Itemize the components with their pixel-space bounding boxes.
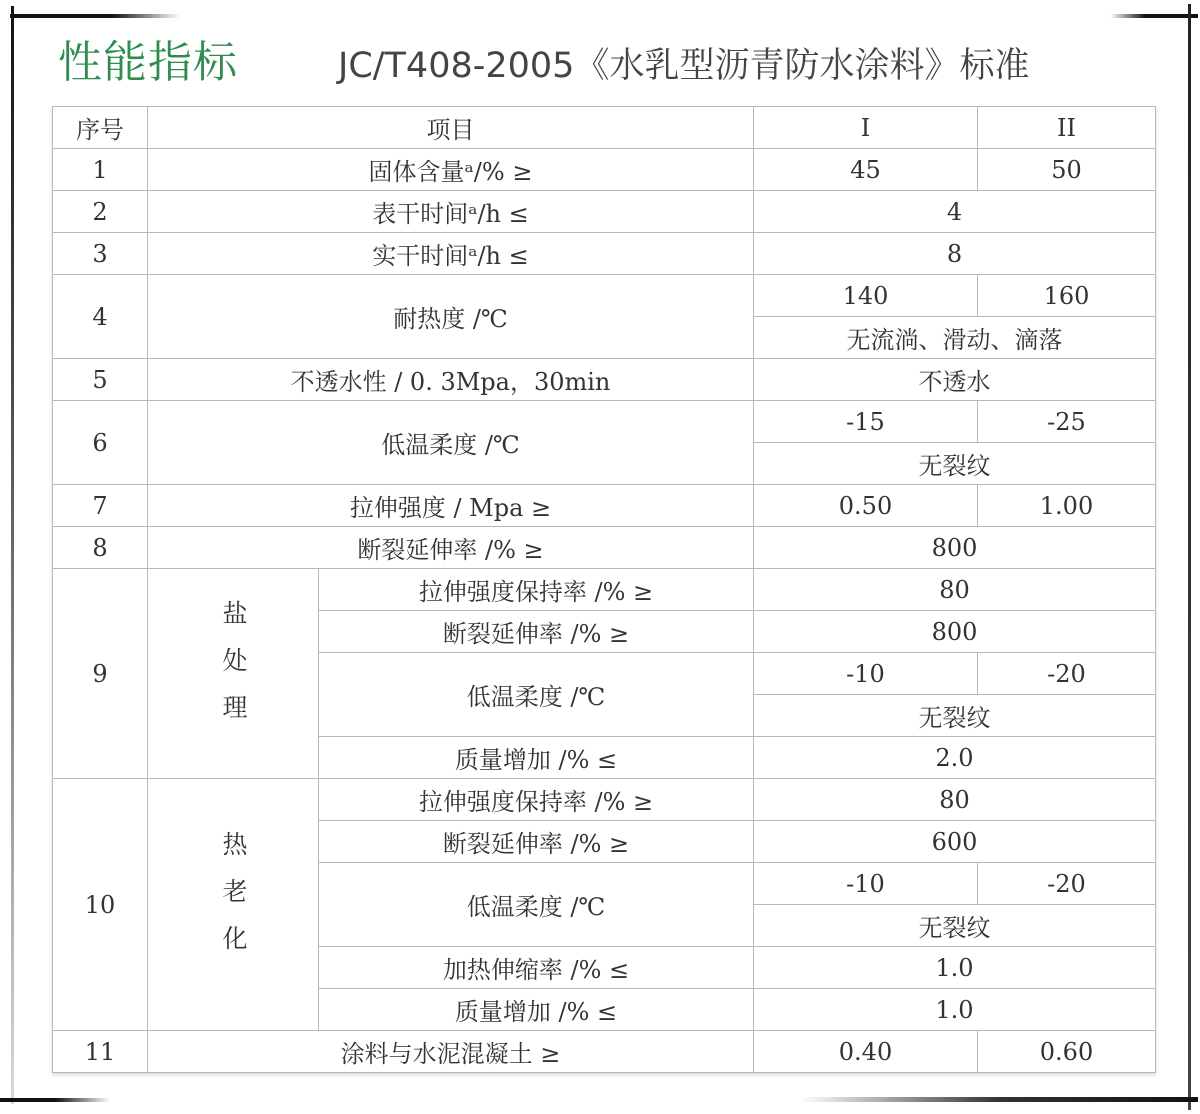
value: 4 <box>754 191 1156 233</box>
table-row <box>53 1031 1156 1073</box>
row-item: 加热伸缩率 /% ≤ <box>319 947 754 989</box>
group-label <box>148 569 319 779</box>
row-item: 低温柔度 /℃ <box>319 653 754 737</box>
value-note: 无流淌、滑动、滴落 <box>754 317 1156 359</box>
group-label-text: 热老化 <box>219 831 248 972</box>
row-no: 9 <box>53 569 148 779</box>
value-grade1: -10 <box>754 863 978 905</box>
row-item: 断裂延伸率 /% ≥ <box>148 527 754 569</box>
group-label-text: 盐处理 <box>219 600 248 741</box>
table-row <box>53 779 1156 821</box>
table-row <box>53 233 1156 275</box>
row-no: 10 <box>53 779 148 1031</box>
value: 不透水 <box>754 359 1156 401</box>
value-grade2: -20 <box>978 863 1156 905</box>
value-grade1: 0.40 <box>754 1031 978 1073</box>
row-item: 实干时间ᵃ/h ≤ <box>148 233 754 275</box>
value-grade1: -15 <box>754 401 978 443</box>
row-item: 涂料与水泥混凝土 ≥ <box>148 1031 754 1073</box>
header-item: 项目 <box>148 107 754 149</box>
row-no: 7 <box>53 485 148 527</box>
table-row <box>53 401 1156 443</box>
row-item: 拉伸强度 / Mpa ≥ <box>148 485 754 527</box>
standard-title: JC/T408-2005《水乳型沥青防水涂料》标准 <box>338 46 1030 86</box>
value-note: 无裂纹 <box>754 443 1156 485</box>
value-note: 无裂纹 <box>754 695 1156 737</box>
row-no: 4 <box>53 275 148 359</box>
row-item: 表干时间ᵃ/h ≤ <box>148 191 754 233</box>
table-row <box>53 149 1156 191</box>
table-row <box>53 569 1156 611</box>
value: 8 <box>754 233 1156 275</box>
row-item: 拉伸强度保持率 /% ≥ <box>319 779 754 821</box>
value: 1.0 <box>754 947 1156 989</box>
row-no: 11 <box>53 1031 148 1073</box>
value-grade1: -10 <box>754 653 978 695</box>
row-no: 5 <box>53 359 148 401</box>
row-no: 8 <box>53 527 148 569</box>
group-label <box>148 779 319 1031</box>
table-header <box>53 107 1156 149</box>
value-grade2: -20 <box>978 653 1156 695</box>
value: 600 <box>754 821 1156 863</box>
value-grade2: 160 <box>978 275 1156 317</box>
row-no: 6 <box>53 401 148 485</box>
row-item: 拉伸强度保持率 /% ≥ <box>319 569 754 611</box>
value-grade2: 50 <box>978 149 1156 191</box>
row-item: 固体含量ᵃ/% ≥ <box>148 149 754 191</box>
frame-line <box>0 1098 110 1102</box>
value: 80 <box>754 779 1156 821</box>
header-grade1: I <box>754 107 978 149</box>
frame-line <box>1110 14 1198 18</box>
table-row <box>53 275 1156 317</box>
row-item: 低温柔度 /℃ <box>148 401 754 485</box>
row-item: 质量增加 /% ≤ <box>319 989 754 1031</box>
value-grade2: -25 <box>978 401 1156 443</box>
header-no: 序号 <box>53 107 148 149</box>
table-row <box>53 359 1156 401</box>
page-title: 性能指标 <box>58 37 238 88</box>
value-grade2: 1.00 <box>978 485 1156 527</box>
spec-table <box>52 106 1156 1073</box>
frame-line <box>10 14 180 18</box>
value-grade1: 45 <box>754 149 978 191</box>
frame-line <box>11 6 14 1104</box>
table-row <box>53 485 1156 527</box>
value-grade2: 0.60 <box>978 1031 1156 1073</box>
row-item: 耐热度 /℃ <box>148 275 754 359</box>
row-no: 1 <box>53 149 148 191</box>
header-grade2: II <box>978 107 1156 149</box>
value-grade1: 0.50 <box>754 485 978 527</box>
table-row <box>53 191 1156 233</box>
row-item: 断裂延伸率 /% ≥ <box>319 821 754 863</box>
value: 2.0 <box>754 737 1156 779</box>
value: 1.0 <box>754 989 1156 1031</box>
value-grade1: 140 <box>754 275 978 317</box>
value: 800 <box>754 527 1156 569</box>
table-row <box>53 527 1156 569</box>
value-note: 无裂纹 <box>754 905 1156 947</box>
row-item: 断裂延伸率 /% ≥ <box>319 611 754 653</box>
row-no: 3 <box>53 233 148 275</box>
value: 800 <box>754 611 1156 653</box>
row-item: 不透水性 / 0. 3Mpa，30min <box>148 359 754 401</box>
row-item: 质量增加 /% ≤ <box>319 737 754 779</box>
row-item: 低温柔度 /℃ <box>319 863 754 947</box>
frame-line <box>1188 4 1191 1110</box>
frame-line <box>800 1097 1198 1102</box>
row-no: 2 <box>53 191 148 233</box>
value: 80 <box>754 569 1156 611</box>
